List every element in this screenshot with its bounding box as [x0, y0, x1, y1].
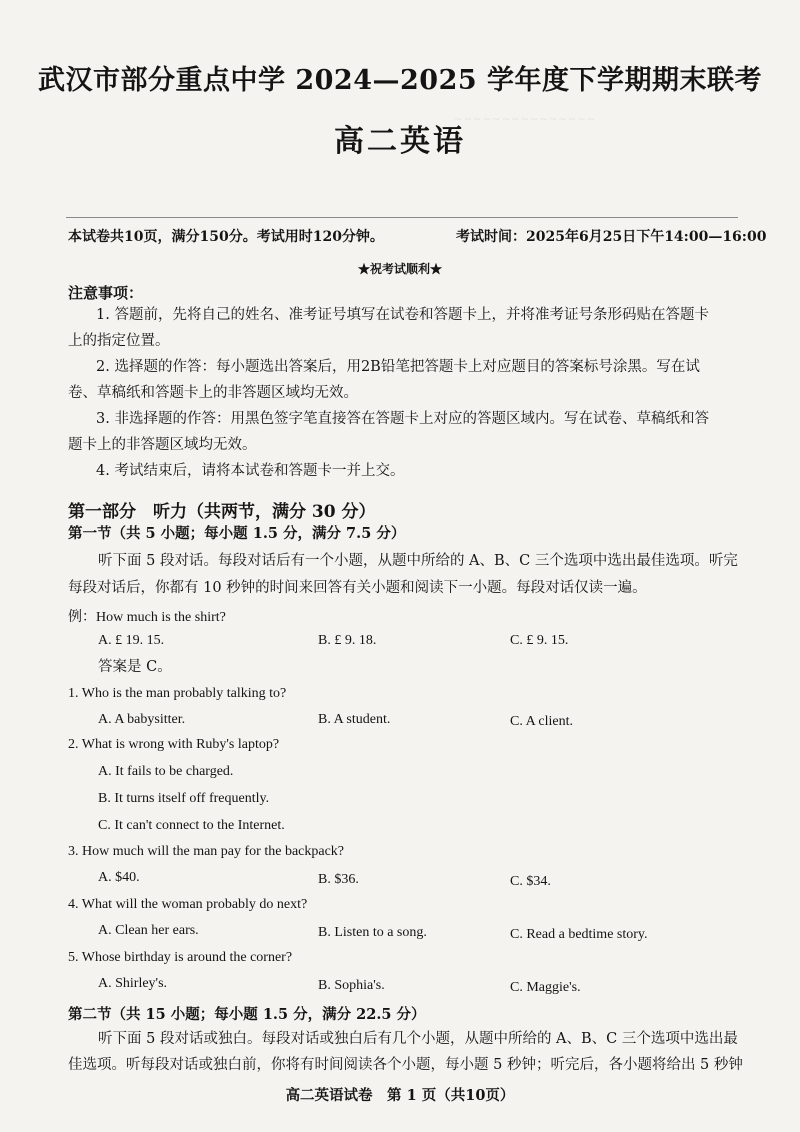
q3-option-c: C. $34. [510, 874, 551, 889]
section2-instructions-cont: 佳选项。听每段对话或独白前，你将有时间阅读各个小题，每小题 5 秒钟；听完后，各小题将给出 5 秒钟 [68, 1057, 743, 1073]
q1-option-c: C. A client. [510, 714, 573, 729]
part1-heading: 第一部分 听力（共两节，满分 30 分） [68, 502, 376, 522]
notice-item-2-cont: 卷、草稿纸和答题卡上的非答题区域均无效。 [68, 385, 358, 401]
notice-item-1: 1. 答题前，先将自己的姓名、准考证号填写在试卷和答题卡上，并将准考证号条形码贴在答题卡 [96, 307, 709, 323]
exam-title: 武汉市部分重点中学 2024—2025 学年度下学期期末联考 [37, 65, 763, 96]
question-2: 2. What is wrong with Ruby's laptop? [68, 737, 280, 752]
notice-item-3: 3. 非选择题的作答：用黑色签字笔直接答在答题卡上对应的答题区域内。写在试卷、草稿纸和答 [96, 411, 709, 427]
example-answer: 答案是 C。 [98, 659, 172, 675]
question-4: 4. What will the woman probably do next? [68, 897, 308, 912]
q1-option-b: B. A student. [318, 712, 391, 727]
q4-option-c: C. Read a bedtime story. [510, 927, 648, 942]
q5-option-c: C. Maggie's. [510, 980, 581, 995]
example-question: 例：How much is the shirt? [68, 610, 226, 625]
example-option-c: C. £ 9. 15. [510, 633, 569, 648]
notice-item-3-cont: 题卡上的非答题区域均无效。 [68, 437, 257, 453]
q3-option-a: A. $40. [98, 870, 140, 885]
q1-option-a: A. A babysitter. [98, 712, 186, 727]
q4-option-b: B. Listen to a song. [318, 925, 427, 940]
question-3: 3. How much will the man pay for the backpack? [68, 844, 345, 859]
exam-info-time: 考试时间：2025年6月25日下午14:00—16:00 [456, 229, 767, 245]
notice-item-1-cont: 上的指定位置。 [68, 333, 170, 349]
q5-option-b: B. Sophia's. [318, 978, 385, 993]
section1-instructions-cont: 每段对话后，你都有 10 秒钟的时间来回答有关小题和阅读下一小题。每段对话仅读一遍。 [68, 580, 647, 596]
good-luck-banner: ★祝考试顺利★ [357, 262, 442, 276]
example-option-b: B. £ 9. 18. [318, 633, 377, 648]
section2-heading: 第二节（共 15 小题；每小题 1.5 分，满分 22.5 分） [68, 1006, 426, 1023]
example-option-a: A. £ 19. 15. [98, 633, 165, 648]
q2-option-a: A. It fails to be charged. [98, 764, 234, 779]
question-1: 1. Who is the man probably talking to? [68, 686, 287, 701]
question-5: 5. Whose birthday is around the corner? [68, 950, 293, 965]
exam-info-length: 本试卷共10页，满分150分。考试用时120分钟。 [68, 229, 384, 245]
q2-option-b: B. It turns itself off frequently. [98, 791, 270, 806]
section1-instructions: 听下面 5 段对话。每段对话后有一个小题，从题中所给的 A、B、C 三个选项中选出最佳选项。听完 [98, 553, 738, 569]
notice-item-4: 4. 考试结束后，请将本试卷和答题卡一并上交。 [96, 463, 405, 479]
section1-heading: 第一节（共 5 小题；每小题 1.5 分，满分 7.5 分） [68, 525, 406, 542]
notice-heading: 注意事项： [68, 284, 144, 302]
notice-item-2: 2. 选择题的作答：每小题选出答案后，用2B铅笔把答题卡上对应题目的答案标号涂黑。写在试 [96, 359, 700, 375]
header-divider [66, 217, 738, 218]
q4-option-a: A. Clean her ears. [98, 923, 199, 938]
page-footer: 高二英语试卷 第 1 页（共10页） [285, 1087, 515, 1104]
q3-option-b: B. $36. [318, 872, 359, 887]
q5-option-a: A. Shirley's. [98, 976, 168, 991]
exam-subject: 高二英语 [334, 124, 466, 159]
q2-option-c: C. It can't connect to the Internet. [98, 818, 285, 833]
bleed-through-text: ~ ~ ~ ~ ~ ~ ~ ~ ~ ~ ~ ~ ~ ~ ~ [455, 112, 595, 126]
section2-instructions: 听下面 5 段对话或独白。每段对话或独白后有几个小题，从题中所给的 A、B、C 三个选项中选出最 [98, 1031, 738, 1047]
